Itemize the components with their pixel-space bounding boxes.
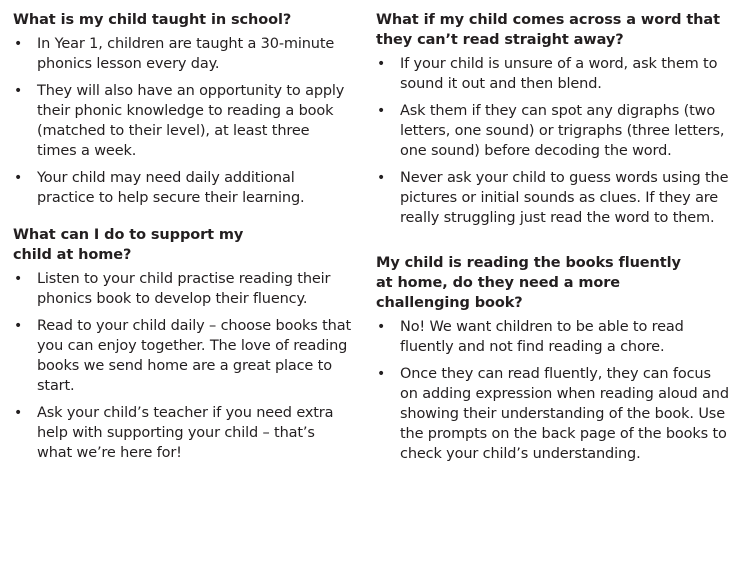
list-item [376,101,731,161]
list-item-text: Ask your child’s teacher if you need extra help with supporting your child – that’s what we’re here for! [37,405,334,461]
list-item-text: Read to your child daily – choose books that you can enjoy together. The love of reading books we send home are a great place to start. [37,318,351,394]
list-item [376,168,731,228]
list-item [13,81,353,161]
bullet-icon: • [14,405,23,421]
list-item-text: If your child is unsure of a word, ask them to sound it out and then blend. [400,56,718,92]
bullet-list [13,34,353,208]
list-item [13,34,353,74]
bullet-icon: • [14,170,23,186]
bullet-icon: • [377,319,386,335]
list-item [13,269,353,309]
section-reading-fluently [376,253,731,464]
list-item-text: Your child may need daily additional practice to help secure their learning. [37,170,305,206]
section-support-at-home [13,225,353,463]
list-item-text: In Year 1, children are taught a 30-minute phonics lesson every day. [37,36,335,72]
list-item [376,364,731,464]
list-item [376,54,731,94]
left-column [13,10,353,470]
list-item-text: Never ask your child to guess words using the pictures or initial sounds as clues. If they are really struggling just read the word to them. [400,170,729,226]
list-item [13,168,353,208]
section-heading: What if my child comes across a word that they can’t read straight away? [376,12,720,48]
bullet-list [376,54,731,228]
list-item-text: No! We want children to be able to read fluently and not find reading a chore. [400,319,684,355]
bullet-list [13,269,353,463]
list-item [376,317,731,357]
right-column [376,10,731,471]
section-taught-in-school [13,10,353,208]
bullet-icon: • [14,36,23,52]
bullet-icon: • [14,83,23,99]
list-item [13,316,353,396]
bullet-icon: • [377,56,386,72]
bullet-icon: • [377,170,386,186]
list-item-text: Once they can read fluently, they can focus on adding expression when reading aloud and showing their understanding of the book. Use the prompts on the back page of the books to check your child’s understanding. [400,366,729,462]
list-item-text: Listen to your child practise reading their phonics book to develop their fluency. [37,271,331,307]
section-heading: My child is reading the books fluently at home, do they need a more challenging book? [376,255,681,311]
bullet-list [376,317,731,464]
list-item-text: They will also have an opportunity to apply their phonic knowledge to reading a book (matched to their level), at least three times a week. [37,83,345,159]
bullet-icon: • [14,271,23,287]
section-heading: What is my child taught in school? [13,12,292,28]
bullet-icon: • [377,366,386,382]
list-item-text: Ask them if they can spot any digraphs (two letters, one sound) or trigraphs (three letters, one sound) before decoding the word. [400,103,725,159]
bullet-icon: • [377,103,386,119]
section-unknown-word [376,10,731,228]
list-item [13,403,353,463]
bullet-icon: • [14,318,23,334]
section-heading: What can I do to support my child at home? [13,227,244,263]
